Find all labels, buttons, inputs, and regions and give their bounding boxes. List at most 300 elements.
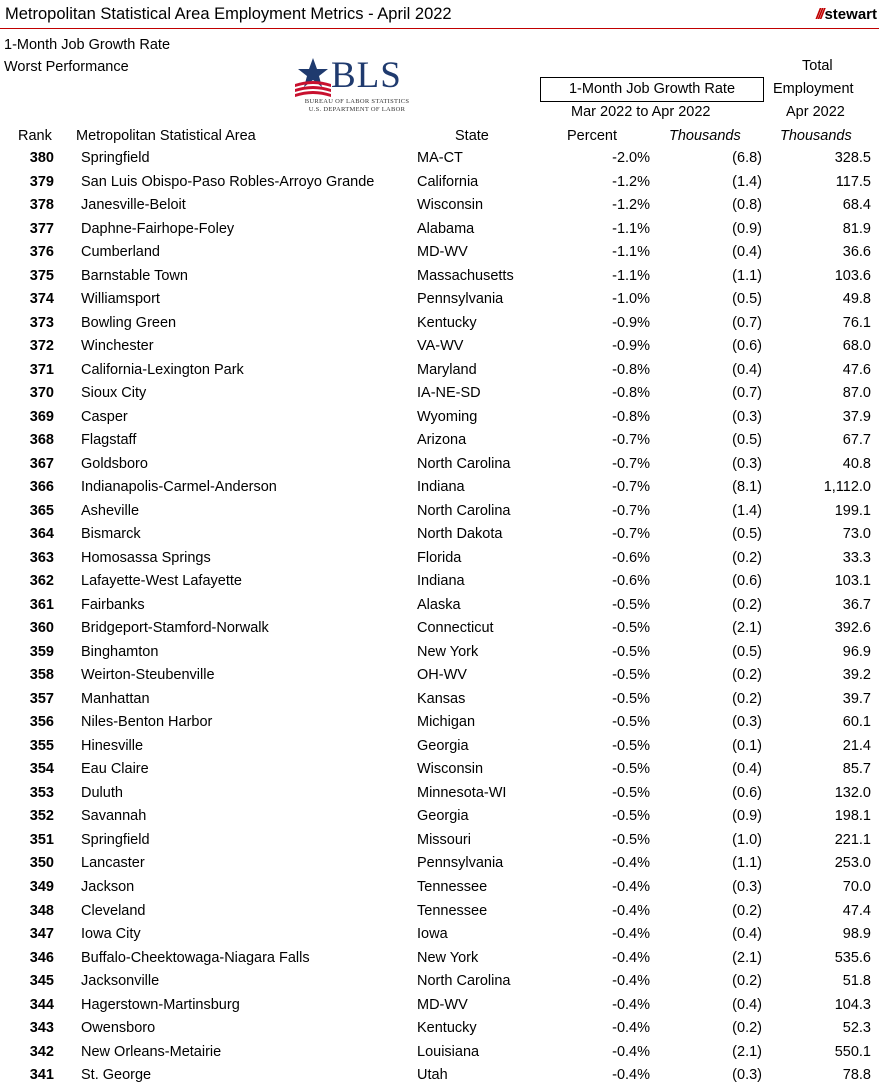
percent-cell: -0.8%: [612, 408, 650, 425]
state-cell: California: [417, 173, 479, 190]
rank-cell: 366: [29, 479, 54, 496]
table-row: [0, 595, 879, 619]
rank-cell: 341: [29, 1067, 54, 1084]
stewart-slashes-icon: ///: [815, 6, 823, 23]
table-row: [0, 901, 879, 925]
percent-cell: -0.7%: [612, 502, 650, 519]
total-employment-cell: 47.4: [842, 902, 871, 919]
state-cell: OH-WV: [417, 667, 467, 684]
rank-cell: 378: [29, 197, 54, 214]
table-row: [0, 148, 879, 172]
state-cell: Minnesota-WI: [417, 784, 507, 801]
period-label: Mar 2022 to Apr 2022: [571, 104, 711, 120]
msa-cell: Goldsboro: [81, 455, 148, 472]
state-cell: Indiana: [417, 573, 465, 590]
total-employment-cell: 328.5: [834, 150, 871, 166]
msa-cell: California-Lexington Park: [81, 361, 244, 378]
state-cell: Pennsylvania: [417, 855, 504, 872]
thousands-change-cell: (1.1): [732, 267, 762, 284]
table-row: [0, 172, 879, 196]
table-row: [0, 665, 879, 689]
msa-cell: Jacksonville: [81, 973, 160, 990]
col-header-thousands: Thousands: [669, 128, 741, 144]
thousands-change-cell: (0.8): [732, 197, 762, 214]
rank-cell: 375: [29, 267, 54, 284]
msa-cell: Weirton-Steubenville: [81, 667, 215, 684]
thousands-change-cell: (0.2): [732, 902, 762, 919]
rank-cell: 343: [29, 1020, 54, 1037]
thousands-change-cell: (1.4): [732, 502, 762, 519]
table-row: [0, 618, 879, 642]
total-employment-cell: 117.5: [835, 173, 871, 190]
thousands-change-cell: (0.4): [732, 244, 762, 261]
rank-cell: 362: [29, 573, 54, 590]
total-employment-cell: 37.9: [842, 408, 871, 425]
msa-cell: Homosassa Springs: [81, 549, 211, 566]
state-cell: Tennessee: [417, 878, 488, 895]
msa-cell: Bridgeport-Stamford-Norwalk: [81, 620, 269, 637]
msa-cell: Binghamton: [81, 643, 159, 660]
table-row: [0, 501, 879, 525]
thousands-change-cell: (0.5): [732, 432, 762, 449]
state-cell: Michigan: [417, 714, 476, 731]
thousands-change-cell: (1.0): [732, 831, 762, 848]
thousands-change-cell: (0.3): [732, 714, 762, 731]
table-row: [0, 430, 879, 454]
rank-cell: 358: [29, 667, 54, 684]
percent-cell: -0.6%: [612, 549, 650, 566]
table-row: [0, 477, 879, 501]
growth-rate-group-label: 1-Month Job Growth Rate: [540, 77, 764, 102]
msa-cell: Williamsport: [81, 291, 160, 308]
thousands-change-cell: (0.6): [732, 573, 762, 590]
msa-cell: Jackson: [81, 878, 135, 895]
table-row: [0, 995, 879, 1019]
msa-cell: Winchester: [81, 338, 154, 355]
table-row: [0, 195, 879, 219]
percent-cell: -0.4%: [612, 926, 650, 943]
state-cell: Pennsylvania: [417, 291, 504, 308]
rank-cell: 365: [29, 502, 54, 519]
rank-cell: 354: [29, 761, 54, 778]
thousands-change-cell: (0.1): [732, 737, 762, 754]
state-cell: New York: [417, 949, 479, 966]
table-row: [0, 548, 879, 572]
percent-cell: -0.8%: [612, 361, 650, 378]
thousands-change-cell: (0.3): [732, 878, 762, 895]
bls-subtext-line2: U.S. DEPARTMENT OF LABOR: [308, 106, 406, 113]
thousands-change-cell: (0.7): [732, 385, 762, 402]
total-label-2: Employment: [773, 81, 854, 97]
msa-table: [0, 148, 879, 1089]
total-employment-cell: 104.3: [834, 996, 871, 1013]
bls-star-stripes-icon: [293, 56, 333, 100]
thousands-change-cell: (0.9): [732, 808, 762, 825]
rank-cell: 359: [29, 643, 54, 660]
rank-cell: 344: [29, 996, 54, 1013]
thousands-change-cell: (0.6): [732, 784, 762, 801]
percent-cell: -1.0%: [612, 291, 650, 308]
msa-cell: Fairbanks: [81, 596, 145, 613]
col-header-rank: Rank: [18, 128, 52, 144]
percent-cell: -0.7%: [612, 432, 650, 449]
percent-cell: -0.5%: [612, 667, 650, 684]
total-employment-cell: 67.7: [842, 432, 871, 449]
rank-cell: 347: [29, 926, 54, 943]
page-title: Metropolitan Statistical Area Employment Metrics - April 2022: [5, 5, 452, 23]
msa-cell: Cleveland: [81, 902, 146, 919]
table-row: [0, 971, 879, 995]
msa-cell: Manhattan: [81, 690, 150, 707]
thousands-change-cell: (2.1): [732, 620, 762, 637]
rank-cell: 352: [29, 808, 54, 825]
table-row: [0, 454, 879, 478]
thousands-change-cell: (0.2): [732, 973, 762, 990]
state-cell: North Carolina: [417, 502, 511, 519]
rank-cell: 345: [29, 973, 54, 990]
col-header-state: State: [455, 128, 489, 144]
table-row: [0, 853, 879, 877]
total-employment-cell: 68.0: [842, 338, 871, 355]
total-label-3: Apr 2022: [786, 104, 845, 120]
table-row: [0, 571, 879, 595]
total-employment-cell: 73.0: [842, 526, 871, 543]
msa-cell: New Orleans-Metairie: [81, 1043, 222, 1060]
total-employment-cell: 550.1: [834, 1043, 871, 1060]
table-row: [0, 289, 879, 313]
total-employment-cell: 60.1: [842, 714, 871, 731]
total-employment-cell: 103.6: [834, 267, 871, 284]
thousands-change-cell: (0.3): [732, 455, 762, 472]
percent-cell: -0.5%: [612, 761, 650, 778]
thousands-change-cell: (0.7): [732, 314, 762, 331]
percent-cell: -0.6%: [612, 573, 650, 590]
thousands-change-cell: (0.4): [732, 761, 762, 778]
rank-cell: 373: [29, 314, 54, 331]
rank-cell: 350: [29, 855, 54, 872]
stewart-wordmark: stewart: [824, 6, 877, 23]
thousands-change-cell: (6.8): [732, 150, 762, 166]
percent-cell: -1.1%: [612, 244, 650, 261]
rank-cell: 372: [29, 338, 54, 355]
table-row: [0, 383, 879, 407]
state-cell: Kansas: [417, 690, 466, 707]
state-cell: Alabama: [417, 220, 475, 237]
col-header-total-thousands: Thousands: [780, 128, 852, 144]
msa-cell: Iowa City: [81, 926, 141, 943]
msa-cell: Savannah: [81, 808, 147, 825]
percent-cell: -0.7%: [612, 526, 650, 543]
total-employment-cell: 47.6: [842, 361, 871, 378]
rank-cell: 346: [29, 949, 54, 966]
percent-cell: -1.2%: [612, 173, 650, 190]
msa-cell: Hinesville: [81, 737, 144, 754]
thousands-change-cell: (0.9): [732, 220, 762, 237]
total-employment-cell: 85.7: [842, 761, 871, 778]
rank-cell: 349: [29, 878, 54, 895]
state-cell: Georgia: [417, 737, 469, 754]
total-employment-cell: 39.7: [842, 690, 871, 707]
total-employment-cell: 40.8: [842, 455, 871, 472]
msa-cell: Daphne-Fairhope-Foley: [81, 220, 235, 237]
percent-cell: -0.5%: [612, 808, 650, 825]
state-cell: New York: [417, 643, 479, 660]
percent-cell: -0.5%: [612, 714, 650, 731]
percent-cell: -1.2%: [612, 197, 650, 214]
table-row: [0, 642, 879, 666]
rank-cell: 355: [29, 737, 54, 754]
rank-cell: 351: [29, 831, 54, 848]
total-employment-cell: 51.8: [842, 973, 871, 990]
percent-cell: -0.4%: [612, 1043, 650, 1060]
state-cell: Louisiana: [417, 1043, 480, 1060]
thousands-change-cell: (0.2): [732, 549, 762, 566]
total-employment-cell: 98.9: [842, 926, 871, 943]
state-cell: Missouri: [417, 831, 471, 848]
table-row: [0, 1018, 879, 1042]
rank-cell: 364: [29, 526, 54, 543]
msa-cell: Buffalo-Cheektowaga-Niagara Falls: [81, 949, 310, 966]
total-employment-cell: 221.1: [834, 831, 871, 848]
table-row: [0, 759, 879, 783]
percent-cell: -0.4%: [612, 902, 650, 919]
rank-cell: 363: [29, 549, 54, 566]
total-employment-cell: 253.0: [834, 855, 871, 872]
msa-cell: Owensboro: [81, 1020, 156, 1037]
msa-cell: Lancaster: [81, 855, 145, 872]
bls-subtext: [299, 98, 415, 114]
table-row: [0, 806, 879, 830]
state-cell: North Dakota: [417, 526, 503, 543]
msa-cell: San Luis Obispo-Paso Robles-Arroyo Grande: [81, 173, 375, 190]
total-employment-cell: 33.3: [842, 549, 871, 566]
thousands-change-cell: (0.4): [732, 926, 762, 943]
thousands-change-cell: (0.3): [732, 1067, 762, 1084]
rank-cell: 370: [29, 385, 54, 402]
bls-wordmark: BLS: [331, 55, 402, 96]
table-row: [0, 712, 879, 736]
msa-cell: Casper: [81, 408, 128, 425]
total-employment-cell: 36.6: [842, 244, 871, 261]
msa-cell: Cumberland: [81, 244, 160, 261]
state-cell: Massachusetts: [417, 267, 514, 284]
state-cell: Utah: [417, 1067, 448, 1084]
rank-cell: 356: [29, 714, 54, 731]
percent-cell: -0.8%: [612, 385, 650, 402]
thousands-change-cell: (0.4): [732, 996, 762, 1013]
msa-cell: Bismarck: [81, 526, 141, 543]
percent-cell: -0.5%: [612, 784, 650, 801]
thousands-change-cell: (8.1): [732, 479, 762, 496]
msa-cell: Eau Claire: [81, 761, 149, 778]
percent-cell: -2.0%: [612, 150, 650, 166]
rank-cell: 342: [29, 1043, 54, 1060]
total-employment-cell: 535.6: [834, 949, 871, 966]
thousands-change-cell: (0.5): [732, 291, 762, 308]
state-cell: Connecticut: [417, 620, 494, 637]
percent-cell: -0.5%: [612, 643, 650, 660]
msa-cell: Lafayette-West Lafayette: [81, 573, 242, 590]
percent-cell: -0.5%: [612, 831, 650, 848]
table-row: [0, 266, 879, 290]
rank-cell: 367: [29, 455, 54, 472]
state-cell: Kentucky: [417, 314, 477, 331]
percent-cell: -0.5%: [612, 596, 650, 613]
table-row: [0, 313, 879, 337]
percent-cell: -0.4%: [612, 878, 650, 895]
percent-cell: -0.7%: [612, 455, 650, 472]
rank-cell: 379: [29, 173, 54, 190]
thousands-change-cell: (0.6): [732, 338, 762, 355]
state-cell: Tennessee: [417, 902, 488, 919]
percent-cell: -0.5%: [612, 690, 650, 707]
total-employment-cell: 198.1: [834, 808, 871, 825]
percent-cell: -0.4%: [612, 1067, 650, 1084]
total-employment-cell: 132.0: [834, 784, 871, 801]
total-employment-cell: 39.2: [842, 667, 871, 684]
rank-cell: 374: [29, 291, 54, 308]
msa-cell: Springfield: [81, 150, 150, 166]
percent-cell: -0.9%: [612, 338, 650, 355]
table-row: [0, 736, 879, 760]
msa-cell: Janesville-Beloit: [81, 197, 186, 214]
state-cell: MA-CT: [417, 150, 463, 166]
state-cell: Alaska: [417, 596, 461, 613]
total-employment-cell: 199.1: [834, 502, 871, 519]
stewart-logo: [816, 6, 877, 23]
state-cell: Wisconsin: [417, 761, 484, 778]
total-label-1: Total: [802, 58, 833, 74]
bls-subtext-line1: BUREAU OF LABOR STATISTICS: [304, 98, 410, 105]
percent-cell: -0.4%: [612, 973, 650, 990]
state-cell: Georgia: [417, 808, 469, 825]
table-row: [0, 830, 879, 854]
msa-cell: Flagstaff: [81, 432, 137, 449]
thousands-change-cell: (2.1): [732, 949, 762, 966]
rank-cell: 360: [29, 620, 54, 637]
thousands-change-cell: (0.5): [732, 643, 762, 660]
col-header-msa: Metropolitan Statistical Area: [76, 128, 256, 144]
thousands-change-cell: (0.3): [732, 408, 762, 425]
msa-cell: Niles-Benton Harbor: [81, 714, 213, 731]
total-employment-cell: 87.0: [842, 385, 871, 402]
thousands-change-cell: (1.1): [732, 855, 762, 872]
state-cell: MD-WV: [417, 244, 468, 261]
msa-cell: St. George: [81, 1067, 152, 1084]
msa-cell: Springfield: [81, 831, 150, 848]
percent-cell: -0.9%: [612, 314, 650, 331]
percent-cell: -0.4%: [612, 949, 650, 966]
total-employment-cell: 103.1: [834, 573, 871, 590]
percent-cell: -0.5%: [612, 737, 650, 754]
rank-cell: 371: [29, 361, 54, 378]
thousands-change-cell: (0.2): [732, 596, 762, 613]
total-employment-cell: 76.1: [842, 314, 871, 331]
state-cell: Florida: [417, 549, 462, 566]
percent-cell: -0.4%: [612, 855, 650, 872]
thousands-change-cell: (0.2): [732, 667, 762, 684]
rank-cell: 369: [29, 408, 54, 425]
percent-cell: -0.7%: [612, 479, 650, 496]
msa-cell: Indianapolis-Carmel-Anderson: [81, 479, 277, 496]
bls-logo: [293, 56, 415, 120]
total-employment-cell: 1,112.0: [823, 479, 871, 496]
rank-cell: 377: [29, 220, 54, 237]
table-row: [0, 336, 879, 360]
table-row: [0, 689, 879, 713]
title-bar: [0, 0, 879, 29]
rank-cell: 357: [29, 690, 54, 707]
state-cell: MD-WV: [417, 996, 468, 1013]
col-header-percent: Percent: [567, 128, 617, 144]
rank-cell: 348: [29, 902, 54, 919]
table-row: [0, 877, 879, 901]
total-employment-cell: 96.9: [842, 643, 871, 660]
percent-cell: -1.1%: [612, 220, 650, 237]
state-cell: Arizona: [417, 432, 467, 449]
state-cell: Kentucky: [417, 1020, 477, 1037]
percent-cell: -0.4%: [612, 1020, 650, 1037]
total-employment-cell: 49.8: [842, 291, 871, 308]
msa-cell: Hagerstown-Martinsburg: [81, 996, 240, 1013]
subtitle-metric: 1-Month Job Growth Rate: [4, 37, 171, 53]
rank-cell: 376: [29, 244, 54, 261]
percent-cell: -0.4%: [612, 996, 650, 1013]
state-cell: North Carolina: [417, 973, 511, 990]
total-employment-cell: 81.9: [842, 220, 871, 237]
state-cell: North Carolina: [417, 455, 511, 472]
total-employment-cell: 21.4: [842, 737, 871, 754]
msa-cell: Barnstable Town: [81, 267, 188, 284]
percent-cell: -1.1%: [612, 267, 650, 284]
table-row: [0, 924, 879, 948]
rank-cell: 361: [29, 596, 54, 613]
table-row: [0, 242, 879, 266]
thousands-change-cell: (0.5): [732, 526, 762, 543]
subtitle-performance: Worst Performance: [4, 59, 129, 75]
thousands-change-cell: (0.2): [732, 690, 762, 707]
msa-cell: Sioux City: [81, 385, 147, 402]
table-row: [0, 1042, 879, 1066]
rank-cell: 353: [29, 784, 54, 801]
thousands-change-cell: (2.1): [732, 1043, 762, 1060]
total-employment-cell: 70.0: [842, 878, 871, 895]
rank-cell: 380: [29, 150, 54, 166]
msa-cell: Asheville: [81, 502, 140, 519]
total-employment-cell: 78.8: [842, 1067, 871, 1084]
total-employment-cell: 36.7: [842, 596, 871, 613]
table-row: [0, 948, 879, 972]
state-cell: Wyoming: [417, 408, 478, 425]
table-row: [0, 783, 879, 807]
thousands-change-cell: (0.2): [732, 1020, 762, 1037]
total-employment-cell: 392.6: [834, 620, 871, 637]
total-employment-cell: 52.3: [842, 1020, 871, 1037]
table-row: [0, 360, 879, 384]
state-cell: Indiana: [417, 479, 465, 496]
state-cell: Maryland: [417, 361, 477, 378]
table-row: [0, 1065, 879, 1089]
total-employment-cell: 68.4: [842, 197, 871, 214]
rank-cell: 368: [29, 432, 54, 449]
state-cell: Wisconsin: [417, 197, 484, 214]
thousands-change-cell: (1.4): [732, 173, 762, 190]
state-cell: IA-NE-SD: [417, 385, 481, 402]
table-row: [0, 219, 879, 243]
msa-cell: Bowling Green: [81, 314, 177, 331]
state-cell: VA-WV: [417, 338, 464, 355]
table-row: [0, 407, 879, 431]
